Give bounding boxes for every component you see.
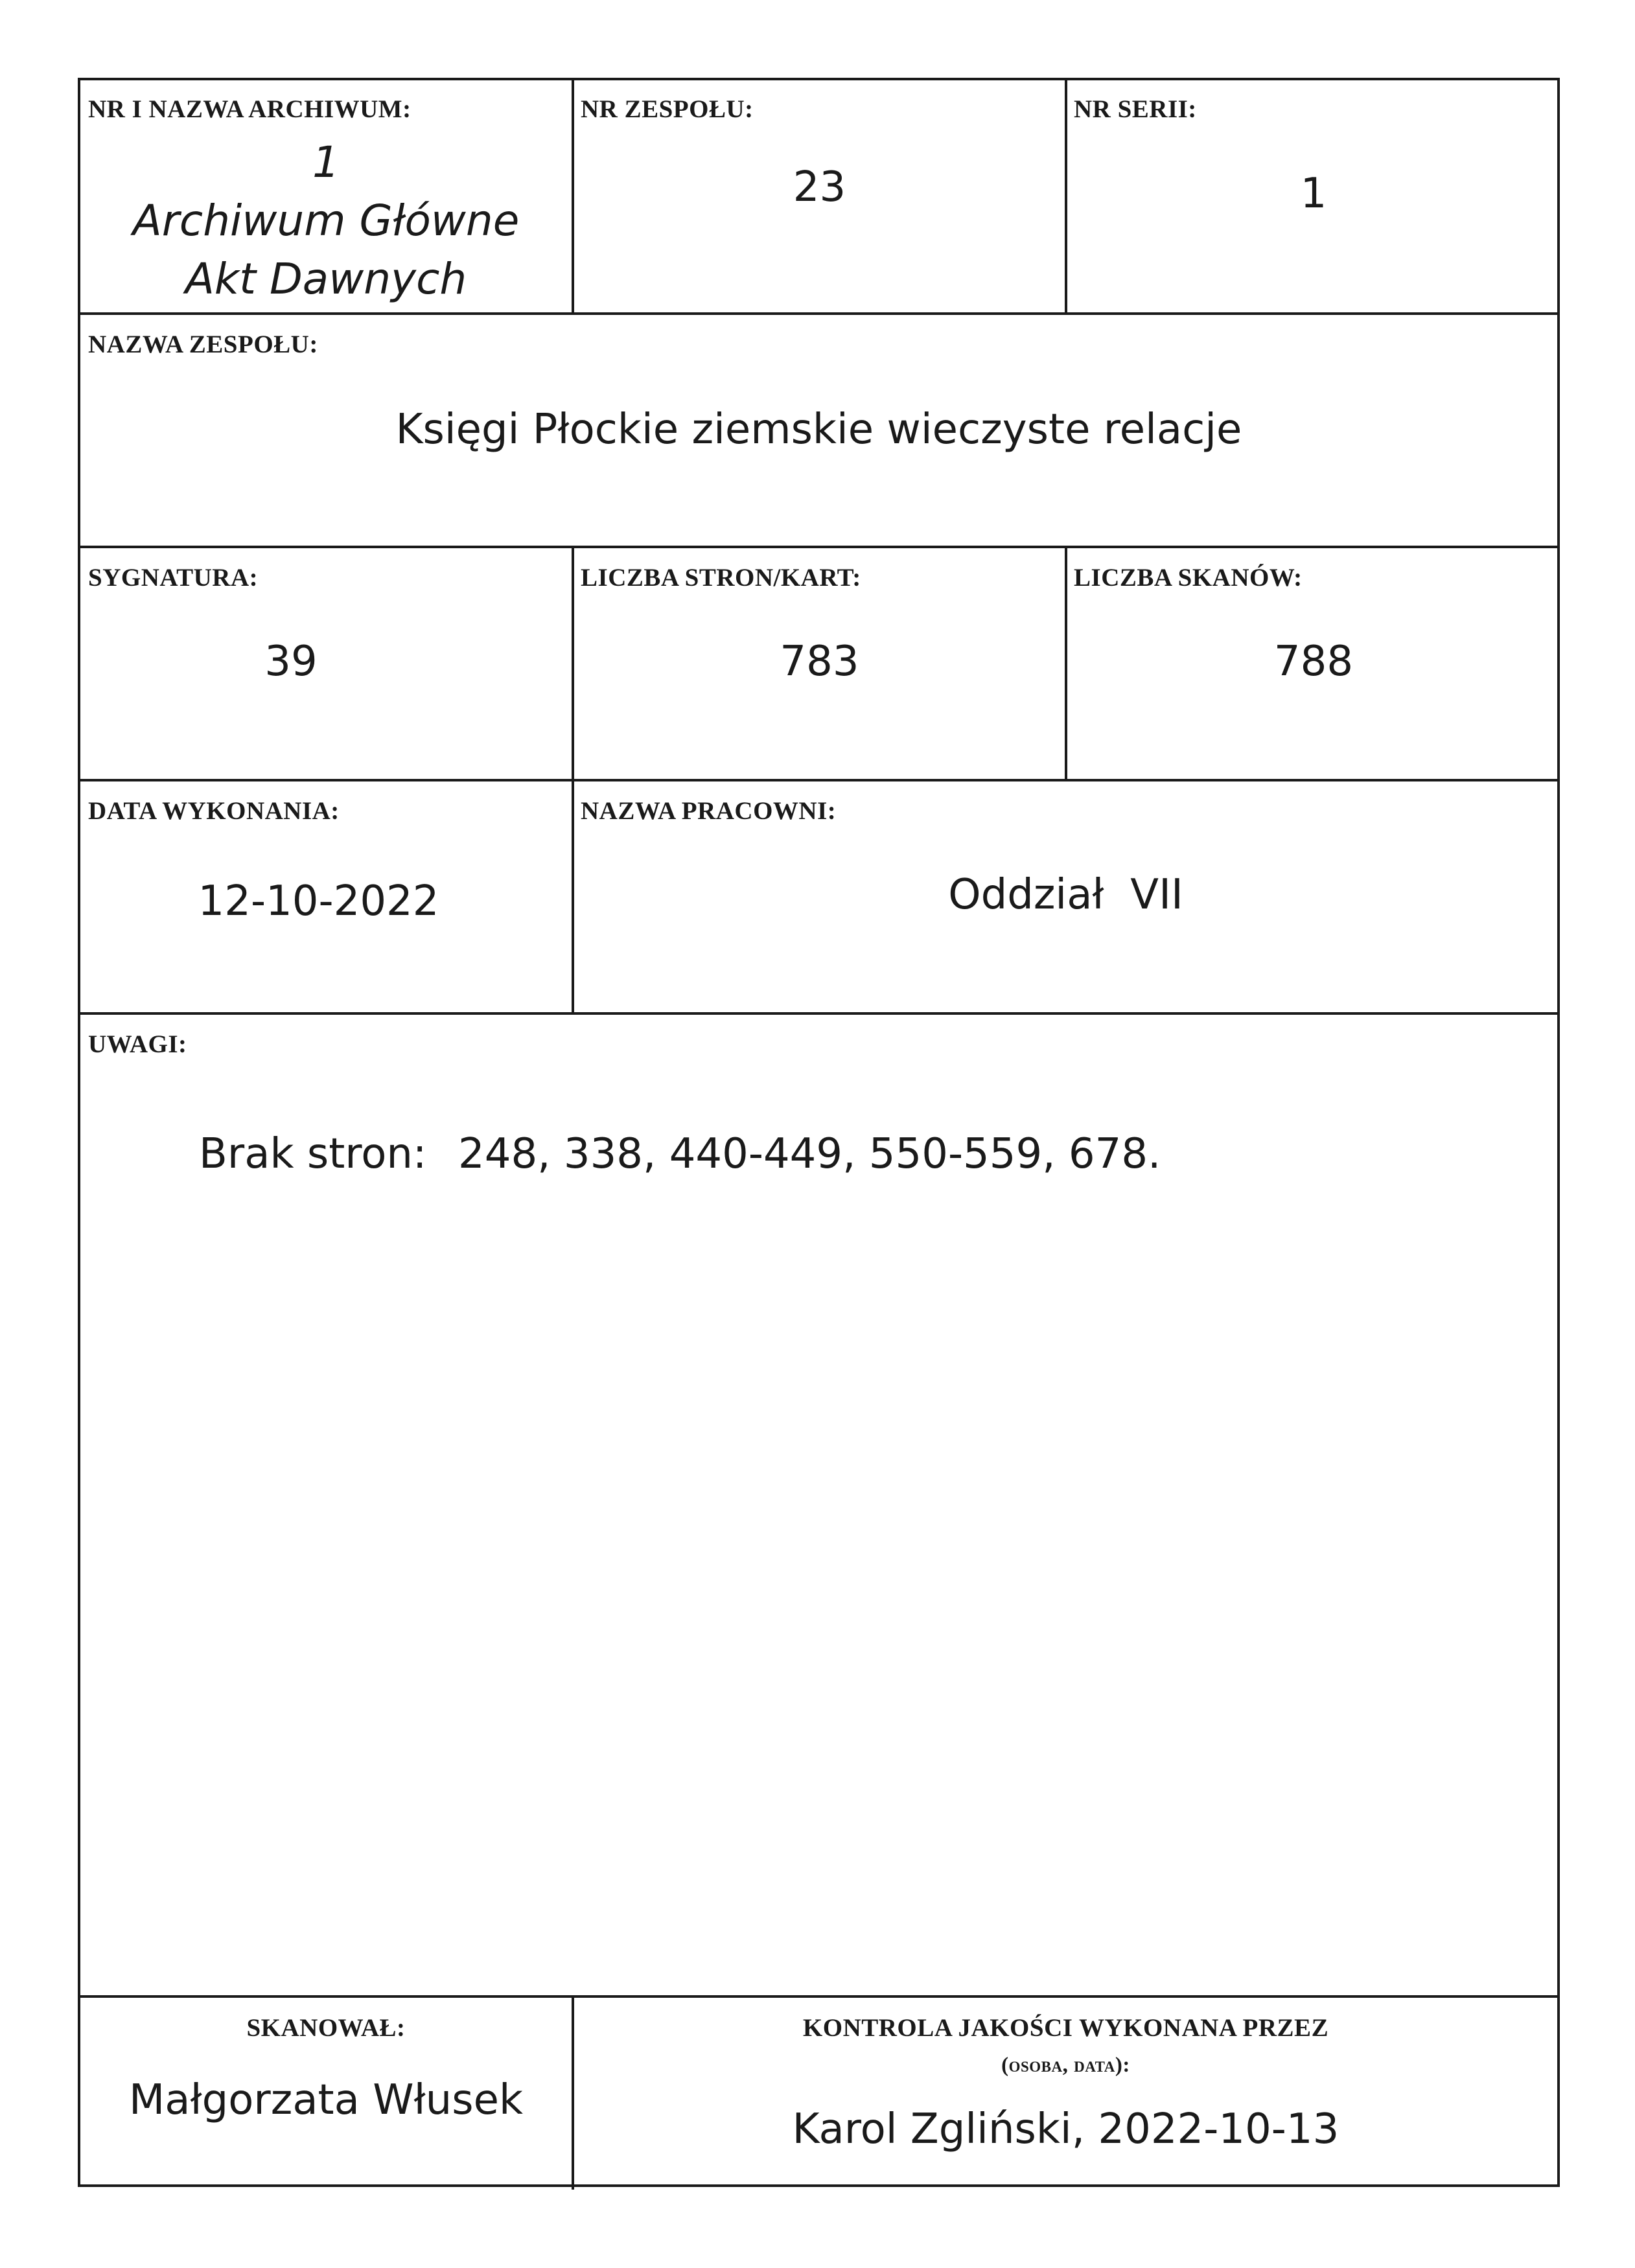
quality-control-value: Karol Zgliński, 2022-10-13	[792, 2105, 1339, 2153]
scan-count-value: 788	[1273, 638, 1354, 686]
series-number-value: 1	[1300, 170, 1327, 218]
execution-date-label: DATA WYKONANIA:	[88, 797, 340, 825]
fonds-number-label: NR ZESPOŁU:	[581, 95, 754, 123]
execution-date-value: 12-10-2022	[198, 877, 439, 925]
page-count-label: LICZBA STRON/KART:	[581, 564, 861, 592]
workshop-label: NAZWA PRACOWNI:	[581, 797, 837, 825]
workshop-value: Oddział VII	[948, 871, 1183, 919]
archive-name-line2: Akt Dawnych	[185, 254, 467, 304]
quality-control-sublabel: (osoba, data):	[1001, 2054, 1130, 2077]
signature-value: 39	[264, 638, 318, 686]
remarks-missing-pages: 248, 338, 440-449, 550-559, 678.	[458, 1130, 1161, 1178]
remarks-prefix: Brak stron:	[199, 1130, 427, 1178]
remarks-label: UWAGI:	[88, 1030, 187, 1058]
archive-name-line1: Archiwum Główne	[132, 196, 520, 246]
scanned-by-value: Małgorzata Włusek	[129, 2076, 523, 2124]
quality-control-label: KONTROLA JAKOŚCI WYKONANA PRZEZ	[802, 2014, 1329, 2042]
scan-count-label: LICZBA SKANÓW:	[1074, 564, 1303, 592]
page-count-value: 783	[780, 638, 859, 686]
row-divider	[80, 779, 1557, 781]
row-divider	[80, 1012, 1557, 1015]
fonds-name-value: Księgi Płockie ziemskie wieczyste relacje	[395, 406, 1242, 454]
scanned-by-label: SKANOWAŁ:	[246, 2014, 406, 2042]
metadata-form	[78, 78, 1560, 2187]
archive-value	[80, 133, 572, 308]
series-number-label: NR SERII:	[1074, 95, 1197, 123]
fonds-name-label: NAZWA ZESPOŁU:	[88, 330, 318, 358]
archive-number: 1	[312, 137, 340, 187]
row-divider	[80, 1995, 1557, 1998]
row-divider	[80, 312, 1557, 315]
signature-label: SYGNATURA:	[88, 564, 259, 592]
row-divider	[80, 546, 1557, 548]
fonds-number-value: 23	[793, 163, 846, 211]
archive-label: NR I NAZWA ARCHIWUM:	[88, 95, 412, 123]
